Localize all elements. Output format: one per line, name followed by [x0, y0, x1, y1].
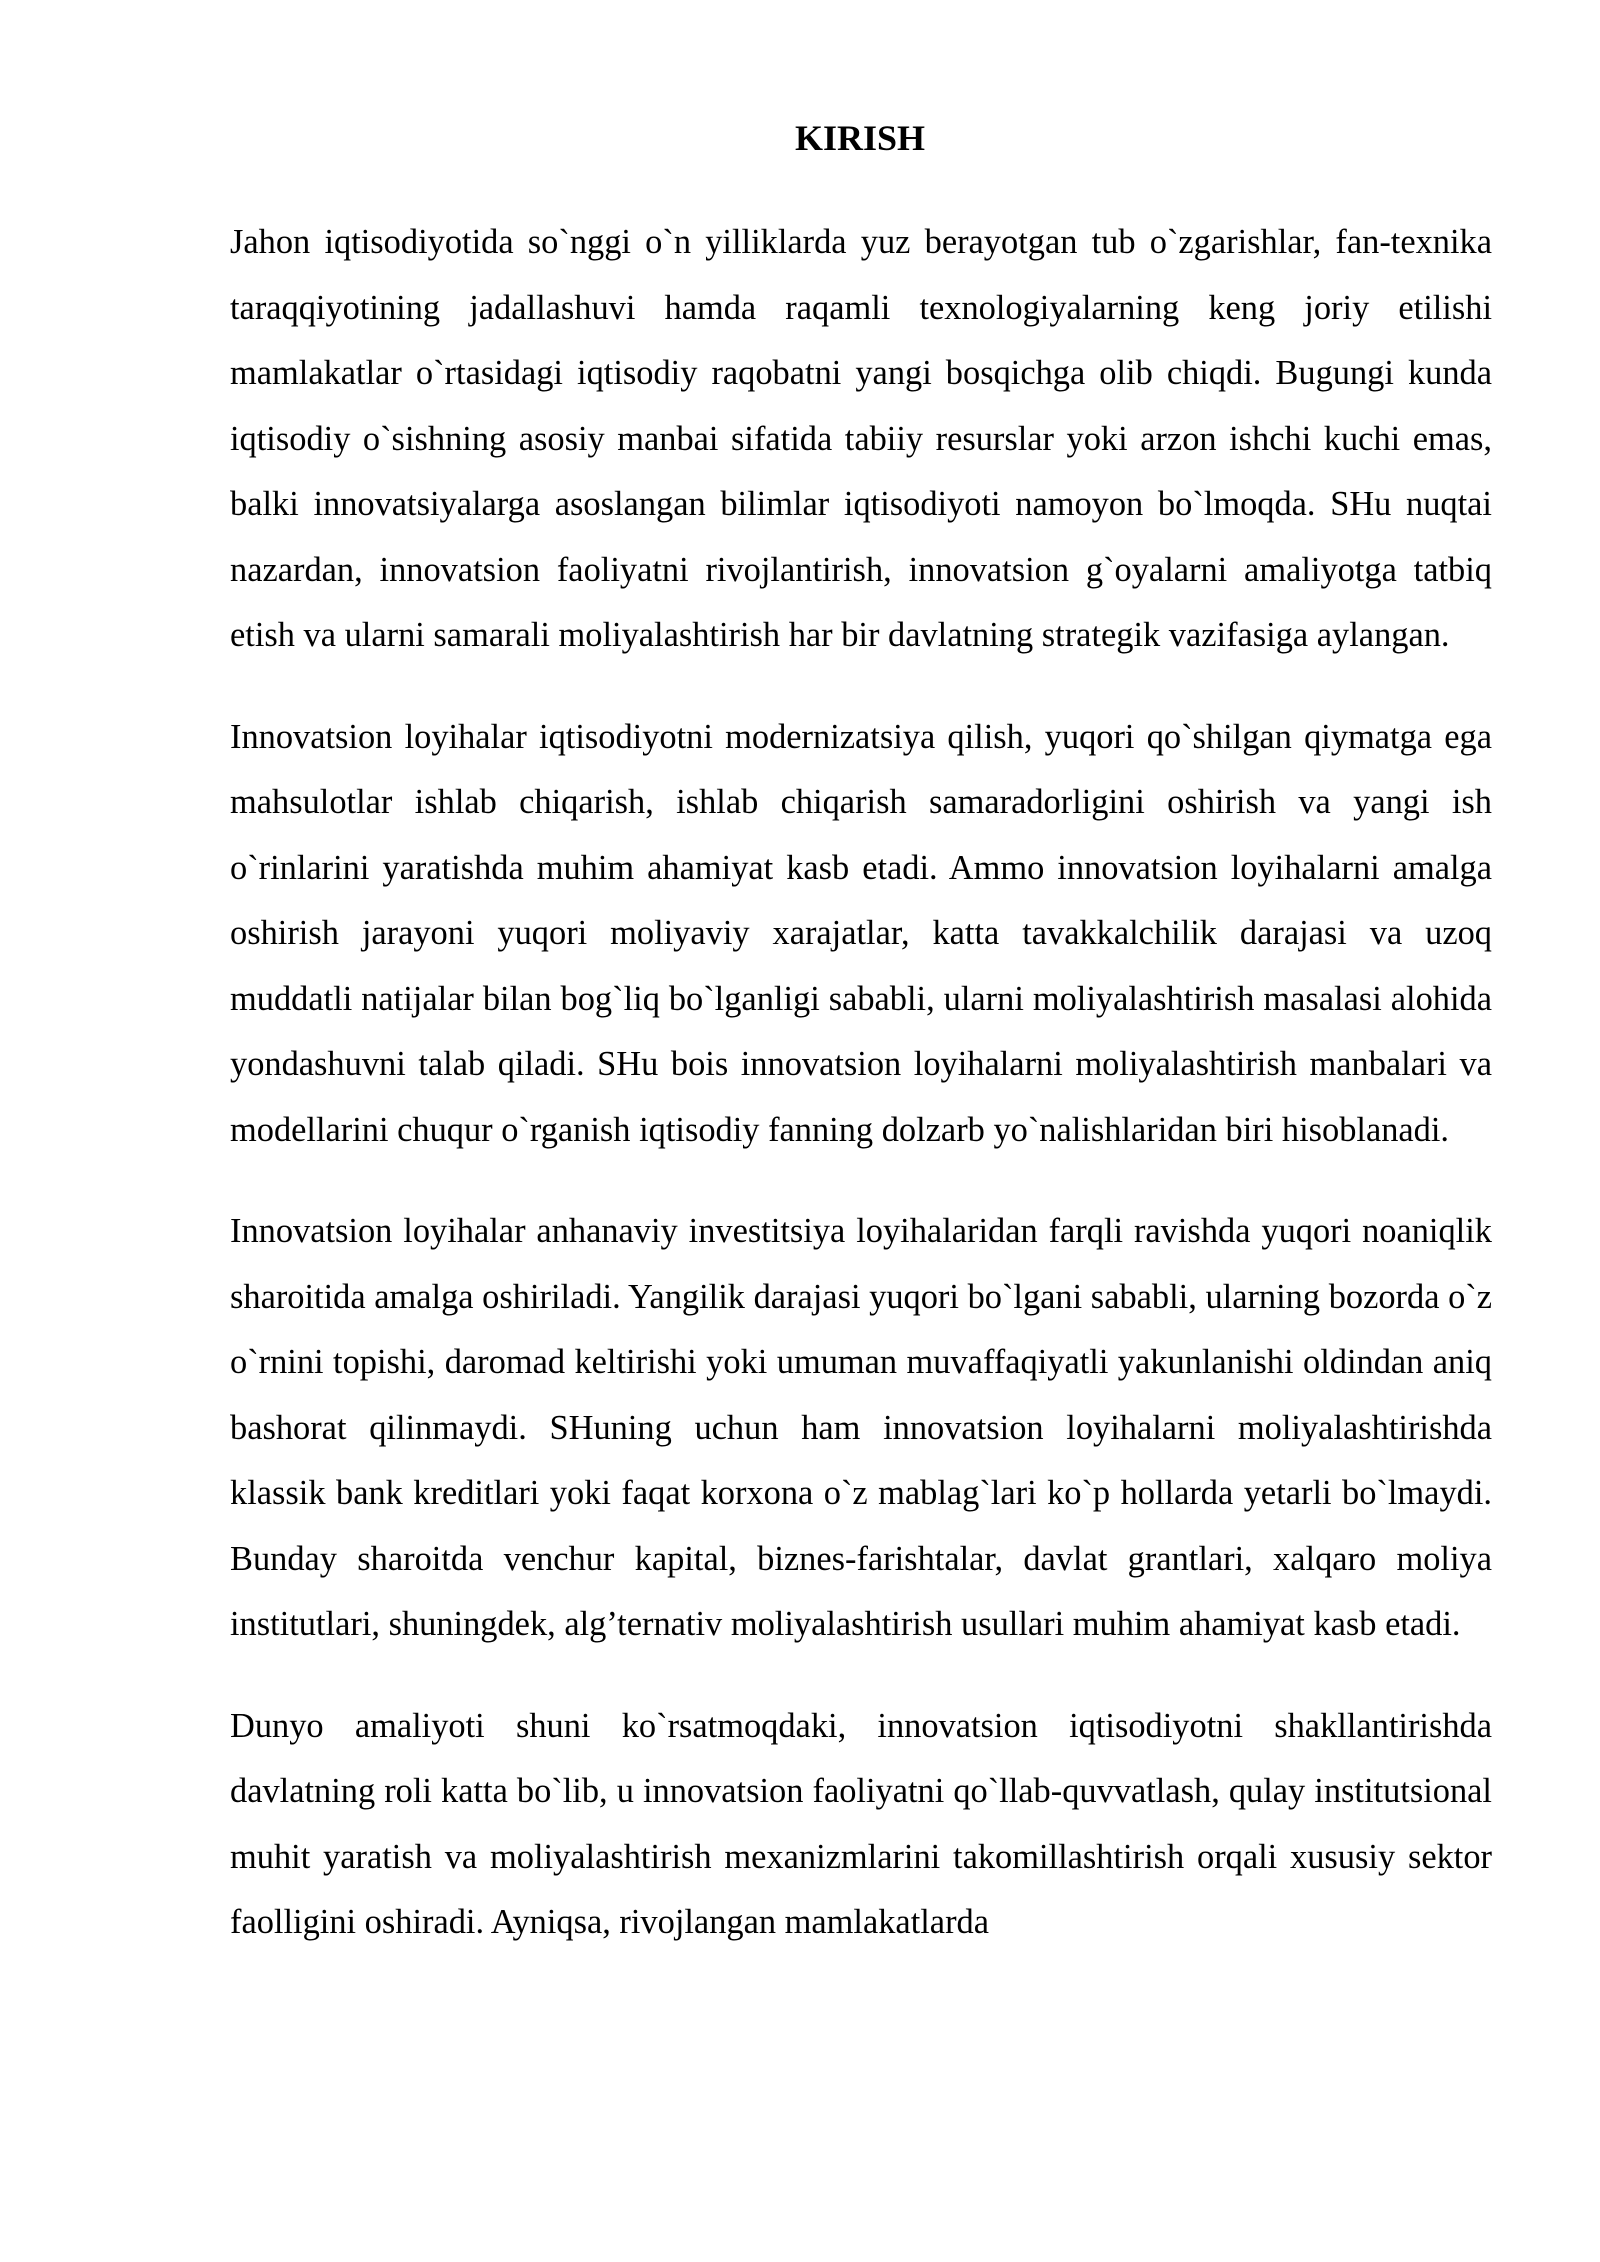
paragraph-1: Jahon iqtisodiyotida so`nggi o`n yilliklarda yuz berayotgan tub o`zgarishlar, fan-texnika taraqqiyotining jadallashuvi hamda raqamli texnologiyalarning keng joriy etilishi mamlakatlar o`rtasidagi iqtisodiy raqobatni yangi bosqichga olib chiqdi. Bugungi kunda iqtisodiy o`sishning asosiy manbai sifatida tabiiy resurslar yoki arzon ishchi kuchi emas, balki innovatsiyalarga asoslangan bilimlar iqtisodiyoti namoyon bo`lmoqda. SHu nuqtai nazardan, innovatsion faoliyatni rivojlantirish, innovatsion g`oyalarni amaliyotga tatbiq etish va ularni samarali moliyalashtirish har bir davlatning strategik vazifasiga aylangan.	[230, 223, 1492, 654]
paragraph-4: Dunyo amaliyoti shuni ko`rsatmoqdaki, innovatsion iqtisodiyotni shakllantirishda davlatning roli katta bo`lib, u innovatsion faoliyatni qo`llab-quvvatlash, qulay institutsional muhit yaratish va moliyalashtirish mexanizmlarini takomillashtirish orqali xususiy sektor faolligini oshiradi. Ayniqsa, rivojlangan mamlakatlarda	[230, 1706, 1492, 1941]
paragraph-3: Innovatsion loyihalar anhanaviy investitsiya loyihalaridan farqli ravishda yuqori noaniqlik sharoitida amalga oshiriladi. Yangilik darajasi yuqori bo`lgani sababli, ularning bozorda o`z o`rnini topishi, daromad keltirishi yoki umuman muvaffaqiyatli yakunlanishi oldindan aniq bashorat qilinmaydi. SHuning uchun ham innovatsion loyihalarni moliyalashtirishda klassik bank kreditlari yoki faqat korxona o`z mablag`lari ko`p hollarda yetarli bo`lmaydi. Bunday sharoitda venchur kapital, biznes-farishtalar, davlat grantlari, xalqaro moliya institutlari, shuningdek, alg’ternativ moliyalashtirish usullari muhim ahamiyat kasb etadi.	[230, 1212, 1492, 1643]
section-heading: KIRISH	[794, 118, 926, 158]
paragraph-2: Innovatsion loyihalar iqtisodiyotni modernizatsiya qilish, yuqori qo`shilgan qiymatga ega mahsulotlar ishlab chiqarish, ishlab chiqarish samaradorligini oshirish va yangi ish o`rinlarini yaratishda muhim ahamiyat kasb etadi. Ammo innovatsion loyihalarni amalga oshirish jarayoni yuqori moliyaviy xarajatlar, katta tavakkalchilik darajasi va uzoq muddatli natijalar bilan bog`liq bo`lganligi sababli, ularni moliyalashtirish masalasi alohida yondashuvni talab qiladi. SHu bois innovatsion loyihalarni moliyalashtirish manbalari va modellarini chuqur o`rganish iqtisodiy fanning dolzarb yo`nalishlaridan biri hisoblanadi.	[230, 717, 1492, 1149]
body-text	[230, 210, 1492, 1992]
